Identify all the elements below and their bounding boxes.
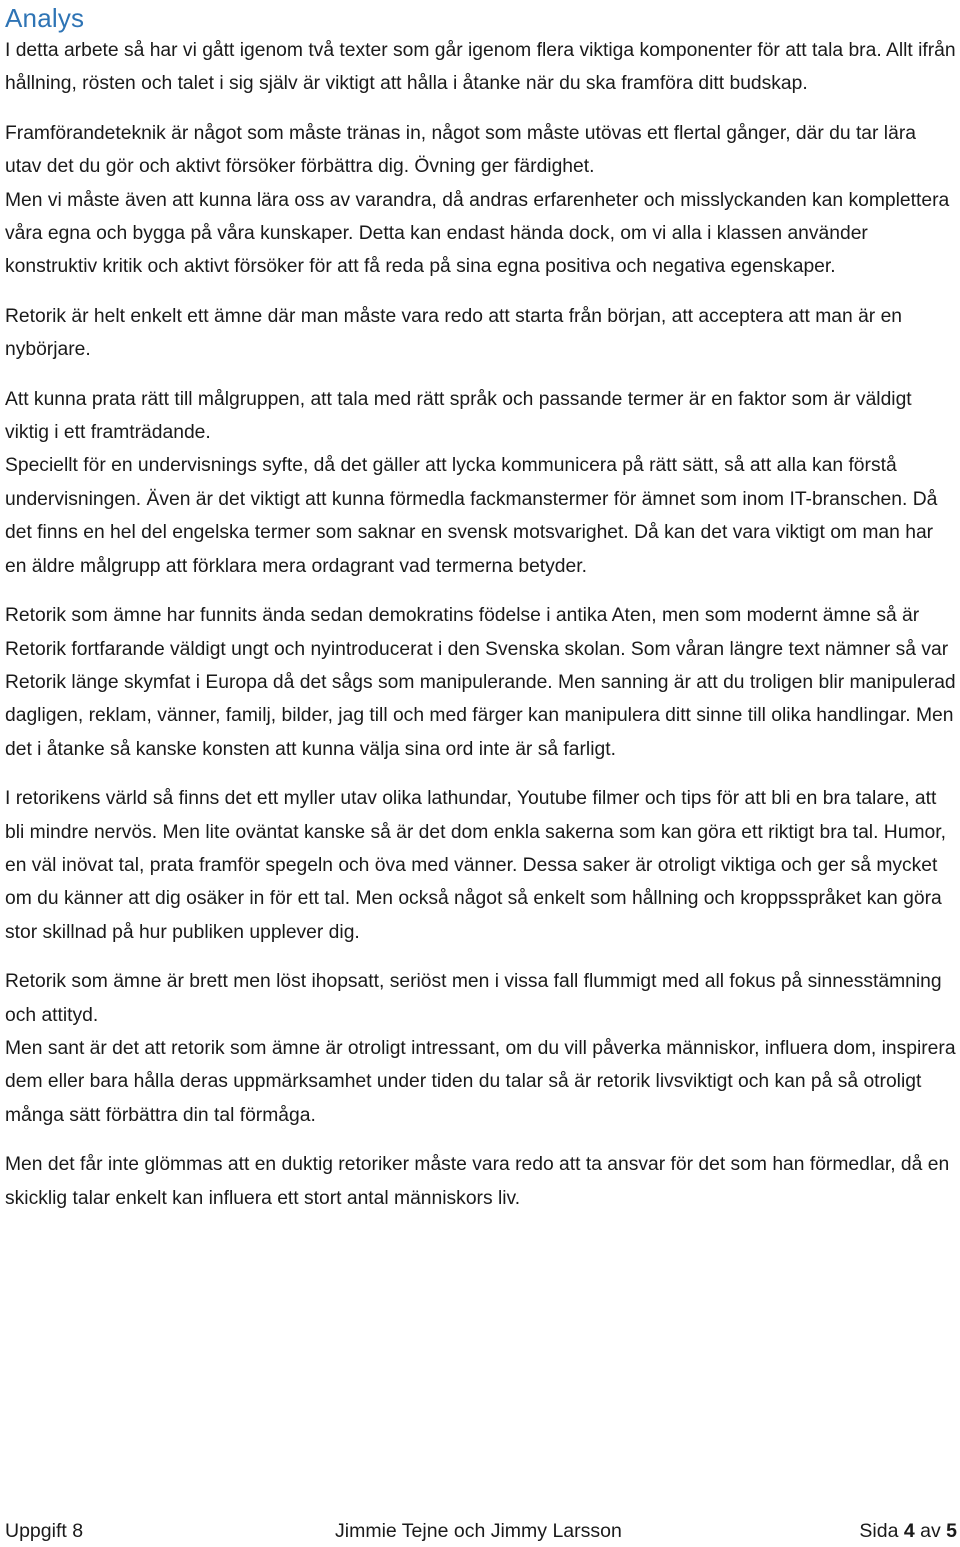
paragraph-history: Retorik som ämne har funnits ända sedan demokratins födelse i antika Aten, men som modernt ämne så är Retorik fortfarande väldigt ungt och nyintroducerat i den Svenska skolan. Som våran längre text nämner så var Retorik länge skymfat i Europa då det sågs som manipulerande. Men sanning är att du troligen blir manipulerad dagligen, reklam, vänner, familj, bilder, jag till och med färger kan manipulera ditt sinne till olika handlingar. Men det i åtanke så kanske konsten att kunna välja sina ord inte är så farligt. xyxy=(5,605,956,760)
paragraph-technique: Framförandeteknik är något som måste tränas in, något som måste utövas ett flertal gånger, där du tar lära utav det du gör och aktivt försöker förbättra dig. Övning ger färdighet. xyxy=(5,122,916,178)
paragraph-responsibility: Men det får inte glömmas att en duktig retoriker måste vara redo att ta ansvar för det som han förmedlar, då en skicklig talar enkelt kan influera ett stort antal människors liv. xyxy=(5,1154,950,1209)
footer-authors: Jimmie Tejne och Jimmy Larsson xyxy=(335,1520,622,1542)
paragraph-learning: Men vi måste även att kunna lära oss av varandra, då andras erfarenheter och misslyckanden kan komplettera våra egna och bygga på våra kunskaper. Detta kan endast hända dock, om vi alla i klassen använder konstruktiv kritik och aktivt försöker för att få reda på sina egna positiva och negativa egenskaper. xyxy=(5,189,950,278)
footer-page-prefix: Sida xyxy=(859,1520,904,1542)
footer-page-number xyxy=(859,1518,957,1544)
paragraph-target-group: Att kunna prata rätt till målgruppen, att tala med rätt språk och passande termer är en faktor som är väldigt viktig i ett framträdande. xyxy=(5,388,912,444)
footer-page-sep: av xyxy=(914,1520,947,1542)
section-heading: Analys xyxy=(5,3,85,33)
paragraph-teaching: Speciellt för en undervisnings syfte, då det gäller att lycka kommunicera på rätt sätt, så att alla kan förstå undervisningen. Även är det viktigt att kunna förmedla fackmanstermer för ämnet som inom IT-branschen. Då det finns en hel del engelska termer som saknar en svensk motsvarighet. Då kan det vara viktigt om man har en äldre målgrupp att förklara mera ordagrant vad termerna betyder. xyxy=(5,455,938,577)
paragraph-tips: I retorikens värld så finns det ett myller utav olika lathundar, Youtube filmer och tips för att bli en bra talare, att bli mindre nervös. Men lite oväntat kanske så är det dom enkla sakerna som kan göra ett riktigt bra tal. Humor, en väl inövat tal, prata framför spegeln och öva med vänner. Dessa saker är otroligt viktiga och ger så mycket om du känner att dig osäker in för ett tal. Men också något så enkelt som hållning och kroppsspråket kan göra stor skillnad på hur publiken upplever dig. xyxy=(5,788,946,943)
footer-assignment: Uppgift 8 xyxy=(5,1520,84,1542)
paragraph-intro: I detta arbete så har vi gått igenom två texter som går igenom flera viktiga komponenter för att tala bra. Allt ifrån hållning, rösten och talet i sig själv är viktigt att hålla i åtanke när du ska framföra ditt budskap. xyxy=(5,40,956,95)
footer-page-total: 5 xyxy=(946,1520,957,1542)
paragraph-broad-subject: Retorik som ämne är brett men löst ihopsatt, seriöst men i vissa fall flummigt med all fokus på sinnesstämning och attityd. xyxy=(5,971,942,1026)
document-page xyxy=(5,0,957,1215)
paragraph-beginner: Retorik är helt enkelt ett ämne där man måste vara redo att starta från början, att acceptera att man är en nybörjare. xyxy=(5,305,903,361)
footer-page-current: 4 xyxy=(903,1520,915,1542)
page-footer xyxy=(5,1518,957,1544)
paragraph-interesting: Men sant är det att retorik som ämne är otroligt intressant, om du vill påverka människor, influera dom, inspirera dem eller bara hålla deras uppmärksamhet under tiden du talar så är retorik livsviktigt och kan på så otroligt många sätt förbättra din tal förmåga. xyxy=(5,1037,956,1126)
